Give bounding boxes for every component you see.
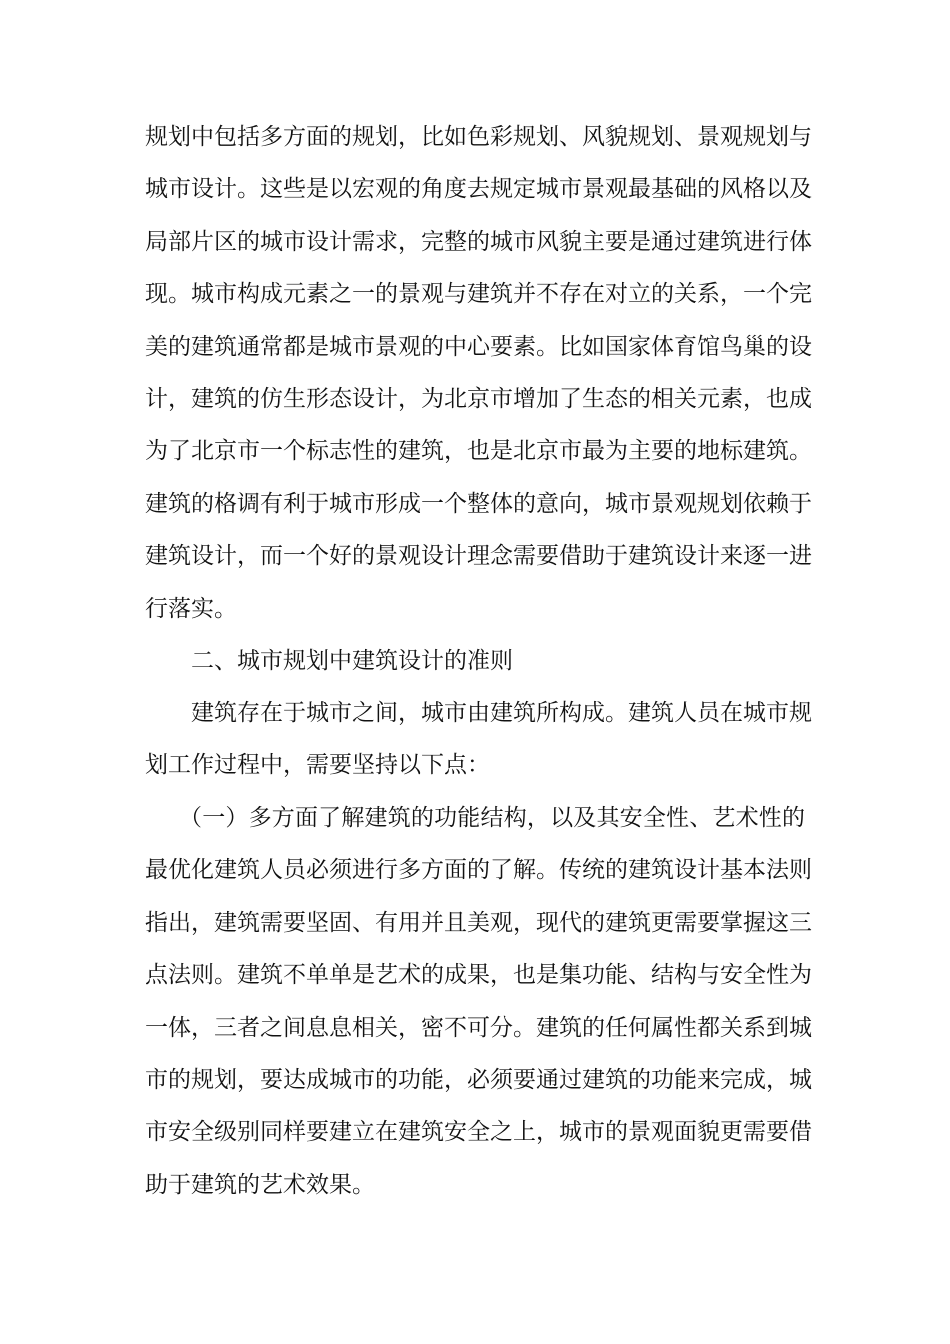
paragraph-continuation bbox=[145, 111, 812, 635]
paragraph-intro bbox=[145, 687, 812, 792]
paragraph-line: 城市设计。这些是以宏观的角度去规定城市景观最基础的风格以及 bbox=[145, 176, 812, 203]
paragraph-line: 建筑的格调有利于城市形成一个整体的意向，城市景观规划依赖于 bbox=[145, 490, 812, 517]
paragraph-line: 点法则。建筑不单单是艺术的成果，也是集功能、结构与安全性为 bbox=[145, 962, 812, 989]
paragraph-line: 建筑设计，而一个好的景观设计理念需要借助于建筑设计来逐一进 bbox=[145, 543, 812, 570]
paragraph-line: 一体，三者之间息息相关，密不可分。建筑的任何属性都关系到城 bbox=[145, 1014, 812, 1041]
paragraph-line: 局部片区的城市设计需求，完整的城市风貌主要是通过建筑进行体 bbox=[145, 228, 812, 255]
paragraph-line: 最优化建筑人员必须进行多方面的了解。传统的建筑设计基本法则 bbox=[145, 857, 812, 884]
paragraph-line: 建筑存在于城市之间，城市由建筑所构成。建筑人员在城市规 bbox=[191, 700, 812, 726]
paragraph-line: 为了北京市一个标志性的建筑，也是北京市最为主要的地标建筑。 bbox=[145, 438, 812, 465]
paragraph-line: 市的规划，要达成城市的功能，必须要通过建筑的功能来完成，城 bbox=[145, 1066, 812, 1093]
paragraph-line: 现。城市构成元素之一的景观与建筑并不存在对立的关系，一个完 bbox=[145, 281, 812, 308]
paragraph-line: （一）多方面了解建筑的功能结构，以及其安全性、艺术性的 bbox=[179, 805, 805, 831]
section-heading: 二、城市规划中建筑设计的准则 bbox=[191, 648, 513, 674]
section-heading-block bbox=[145, 635, 805, 687]
paragraph-line: 市安全级别同样要建立在建筑安全之上，城市的景观面貌更需要借 bbox=[145, 1119, 812, 1146]
paragraph-line: 计，建筑的仿生形态设计，为北京市增加了生态的相关元素，也成 bbox=[145, 385, 812, 412]
paragraph-point-one bbox=[145, 792, 812, 1211]
paragraph-line: 美的建筑通常都是城市景观的中心要素。比如国家体育馆鸟巢的设 bbox=[145, 333, 812, 360]
paragraph-line: 助于建筑的艺术效果。 bbox=[145, 1171, 375, 1198]
paragraph-line: 行落实。 bbox=[145, 595, 237, 622]
paragraph-line: 划工作过程中，需要坚持以下点： bbox=[145, 752, 490, 779]
paragraph-line: 指出，建筑需要坚固、有用并且美观，现代的建筑更需要掌握这三 bbox=[145, 909, 812, 936]
paragraph-line: 规划中包括多方面的规划，比如色彩规划、风貌规划、景观规划与 bbox=[145, 124, 812, 150]
